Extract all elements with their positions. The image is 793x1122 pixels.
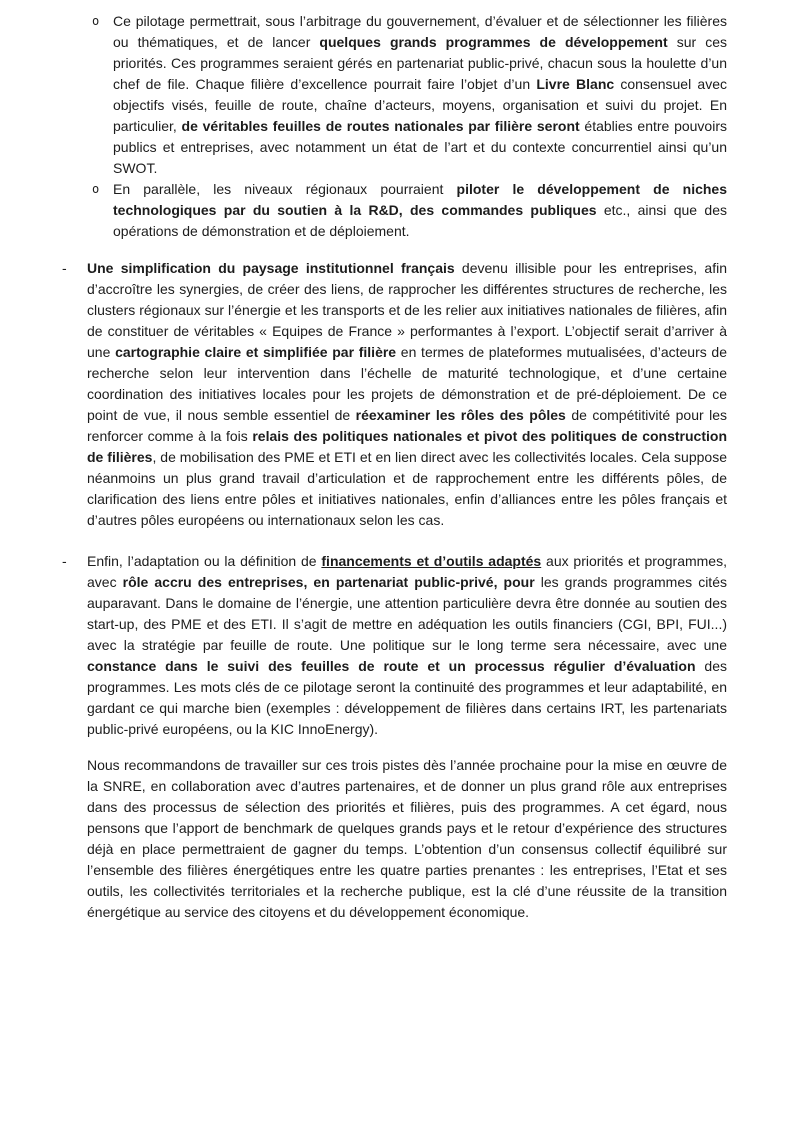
text-segment: piloter le développement de niches technologiques par du soutien à la R&D, des commandes publiques <box>113 181 727 218</box>
dash-paragraph <box>87 258 727 531</box>
text-segment: consensuel avec objectifs visés, feuille de route, chaîne d’acteurs, moyens, organisation et suivi du projet. En particulier, <box>113 76 727 134</box>
text-segment: en termes de plateformes mutualisées, d’acteurs de recherche selon leur intervention dans l’échelle de maturité technologique, et d’une certaine coordination des initiatives locales pour les projets de démonstration et de pré-déploiement. De ce point de vue, il nous semble essentiel de <box>87 344 728 423</box>
dash-paragraph <box>87 551 727 740</box>
bullet-paragraph <box>113 179 727 242</box>
text-segment: financements et d’outils adaptés <box>321 553 542 569</box>
bullet-item-niveaux-regionaux <box>92 179 727 242</box>
text-segment: Enfin, l’adaptation ou la définition de <box>87 553 322 569</box>
text-segment: quelques grands programmes de développement <box>319 34 668 50</box>
text-segment: de compétitivité pour les renforcer comme à la fois <box>87 407 728 444</box>
text-segment: Ce pilotage permettrait, sous l’arbitrage du gouvernement, d’évaluer et de sélectionner les filières ou thématiques, et de lancer <box>113 13 727 50</box>
bullet-paragraph <box>113 11 727 179</box>
text-segment: sur ces priorités. Ces programmes seraient gérés en partenariat public-privé, chacun sous la houlette d’un chef de file. Chaque filière d’excellence pourrait faire l’objet d’un <box>113 34 727 92</box>
text-segment: réexaminer les rôles des pôles <box>355 407 566 423</box>
text-segment: devenu illisible pour les entreprises, afin d’accroître les synergies, de créer des liens, de rapprocher les différentes structures de recherche, les clusters régionaux sur l’énergie et les transports et de les relier aux initiatives nationales de filières, afin de constituer de véritables « Equipes de France » performantes à l’export. L’objectif serait d’arriver à une <box>87 260 727 360</box>
circle-bullet-marker: o <box>92 14 100 28</box>
text-segment: , de mobilisation des PME et ETI et en lien direct avec les collectivités locales. Cela suppose néanmoins un plus grand travail d’articulation et de rapprochement entre les différents pôles, de clarification des liens entre pôles et initiatives nationales, enfin d’alliances entre les pôles français et d’autres pôles européens ou internationaux selon les cas. <box>87 449 727 528</box>
dash-item-financements <box>62 551 727 740</box>
text-segment: etc., ainsi que des opérations de démonstration et de déploiement. <box>113 202 727 239</box>
bullet-item-pilotage-programmes <box>92 11 727 179</box>
text-segment: constance dans le suivi des feuilles de route et un processus régulier d’évaluation <box>87 658 696 674</box>
text-segment: relais des politiques nationales et pivot des politiques de construction de filières <box>87 428 727 465</box>
text-segment: Livre Blanc <box>536 76 615 92</box>
closing-paragraph <box>87 755 727 923</box>
text-segment: établies entre pouvoirs publics et entreprises, avec notamment un état de l’art et du contexte concurrentiel ainsi qu’un SWOT. <box>113 118 727 176</box>
dash-item-simplification <box>62 258 727 531</box>
text-segment: rôle accru des entreprises, en partenariat public-privé, pour <box>122 574 535 590</box>
text-segment: les grands programmes cités auparavant. Dans le domaine de l’énergie, une attention particulière devra être donnée au soutien des start-up, des PME et des ETI. Il s’agit de mettre en adéquation les outils financiers (CGI, BPI, FUI...) avec la stratégie par feuille de route. Une politique sur le long terme sera nécessaire, avec une <box>87 574 727 653</box>
text-segment: cartographie claire et simplifiée par filière <box>115 344 397 360</box>
text-segment: des programmes. Les mots clés de ce pilotage seront la continuité des programmes et leur adaptabilité, en gardant ce qui marche bien (exemples : développement de filières dans certains IRT, les partenariats public-privé européens, ou la KIC InnoEnergy). <box>87 658 727 737</box>
text-segment: aux priorités et programmes, avec <box>87 553 727 590</box>
text-segment: En parallèle, les niveaux régionaux pourraient <box>113 181 457 197</box>
dash-bullet-marker: - <box>62 553 67 569</box>
circle-bullet-marker: o <box>92 182 100 196</box>
text-segment: Nous recommandons de travailler sur ces trois pistes dès l’année prochaine pour la mise en œuvre de la SNRE, en collaboration avec d’autres partenaires, et de donner un plus grand rôle aux entreprises dans des processus de sélection des priorités et filières, puis des programmes. A cet égard, nous pensons que l’apport de benchmark de quelques grands pays et le retour d’expérience des structures déjà en place permettraient de gagner du temps. L’obtention d’un consensus collectif équilibré sur l’ensemble des filières énergétiques entre les quatre parties prenantes : les entreprises, l’Etat et ses outils, les collectivités territoriales et la recherche publique, est la clé d’une réussite de la transition énergétique au service des citoyens et du développement économique. <box>87 757 727 920</box>
text-segment: de véritables feuilles de routes nationales par filière seront <box>181 118 580 134</box>
dash-bullet-marker: - <box>62 260 67 276</box>
text-segment: Une simplification du paysage institutionnel français <box>87 260 455 276</box>
